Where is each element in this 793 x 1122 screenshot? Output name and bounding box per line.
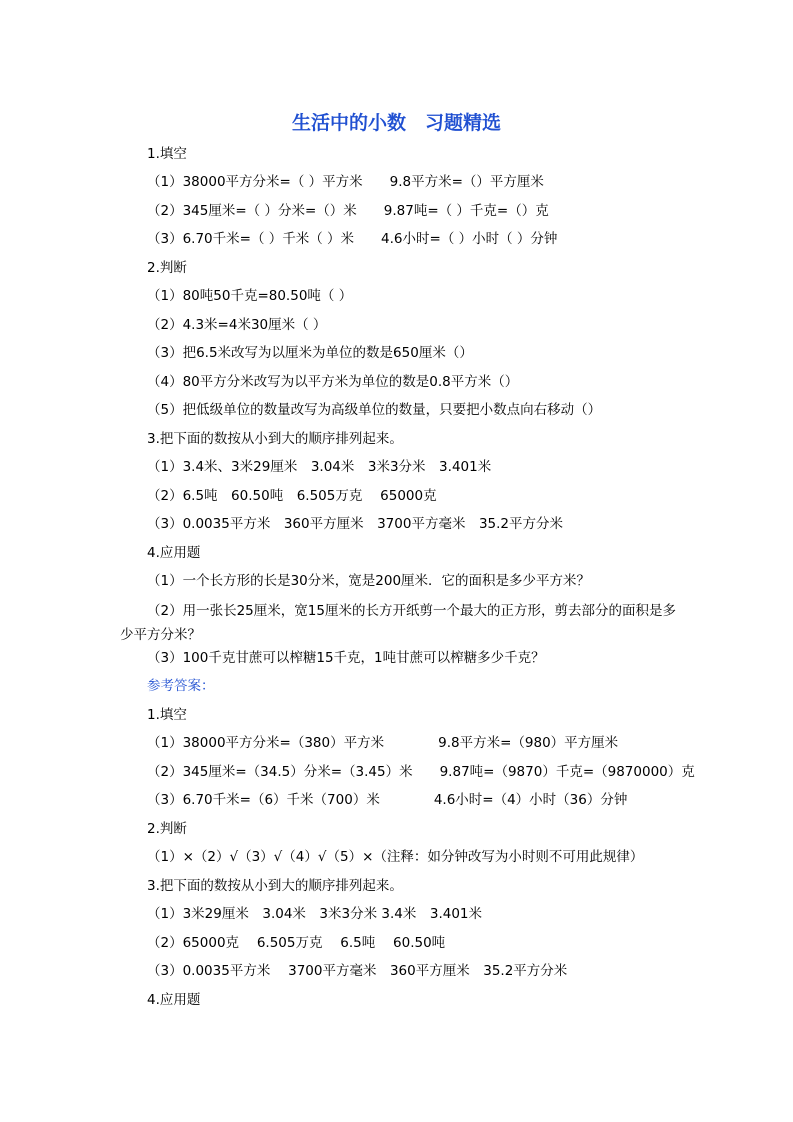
judge-item-5: （5）把低级单位的数量改写为高级单位的数量，只要把小数点向右移动（） — [147, 402, 602, 418]
judge-item-4: （4）80平方分米改写为以平方米为单位的数是0.8平方米（） — [147, 374, 519, 390]
fill-item-3: （3）6.70千米=（ ）千米（ ）米 4.6小时=（ ）小时（ ）分钟 — [147, 231, 558, 247]
fill-item-1: （1）38000平方分米=（ ）平方米 9.8平方米=（）平方厘米 — [147, 174, 544, 190]
judge-item-1: （1）80吨50千克=80.50吨（ ） — [147, 288, 353, 304]
page-title: 生活中的小数 习题精选 — [291, 112, 501, 134]
answer-section-2-heading: 2.判断 — [147, 821, 187, 837]
answer-fill-2: （2）345厘米=（34.5）分米=（3.45）米 9.87吨=（9870）千克=（9870000）克 — [147, 764, 695, 780]
answer-order-3: （3）0.0035平方米 3700平方毫米 360平方厘米 35.2平方分米 — [147, 963, 568, 979]
section-1-heading: 1.填空 — [147, 146, 187, 162]
word-problem-1: （1）一个长方形的长是30分米，宽是200厘米．它的面积是多少平方米？ — [147, 573, 591, 589]
answer-section-4-heading: 4.应用题 — [147, 992, 201, 1008]
judge-item-2: （2）4.3米=4米30厘米（ ） — [147, 317, 327, 333]
answer-fill-3: （3）6.70千米=（6）千米（700）米 4.6小时=（4）小时（36）分钟 — [147, 792, 628, 808]
answers-label: 参考答案： — [147, 678, 215, 694]
answer-section-3-heading: 3.把下面的数按从小到大的顺序排列起来。 — [147, 878, 403, 894]
word-problem-2: （2）用一张长25厘米，宽15厘米的长方开纸剪一个最大的正方形，剪去部分的面积是多少平方分米？ — [120, 603, 676, 643]
judge-item-3: （3）把6.5米改写为以厘米为单位的数是650厘米（） — [147, 345, 473, 361]
fill-item-2: （2）345厘米=（ ）分米=（）米 9.87吨=（ ）千克=（）克 — [147, 203, 549, 219]
section-2-heading: 2.判断 — [147, 260, 187, 276]
order-item-3: （3）0.0035平方米 360平方厘米 3700平方毫米 35.2平方分米 — [147, 516, 564, 532]
order-item-1: （1）3.4米、3米29厘米 3.04米 3米3分米 3.401米 — [147, 459, 492, 475]
word-problem-3: （3）100千克甘蔗可以榨糖15千克，1吨甘蔗可以榨糖多少千克？ — [147, 650, 545, 666]
answer-order-1: （1）3米29厘米 3.04米 3米3分米 3.4米 3.401米 — [147, 906, 483, 922]
order-item-2: （2）6.5吨 60.50吨 6.505万克 65000克 — [147, 488, 437, 504]
answer-order-2: （2）65000克 6.505万克 6.5吨 60.50吨 — [147, 935, 446, 951]
answer-section-1-heading: 1.填空 — [147, 707, 187, 723]
section-3-heading: 3.把下面的数按从小到大的顺序排列起来。 — [147, 431, 403, 447]
answer-fill-1: （1）38000平方分米=（380）平方米 9.8平方米=（980）平方厘米 — [147, 735, 619, 751]
section-4-heading: 4.应用题 — [147, 545, 201, 561]
answer-judge: （1）×（2）√（3）√（4）√（5）×（注释：如分钟改写为小时则不可用此规律） — [147, 849, 644, 865]
